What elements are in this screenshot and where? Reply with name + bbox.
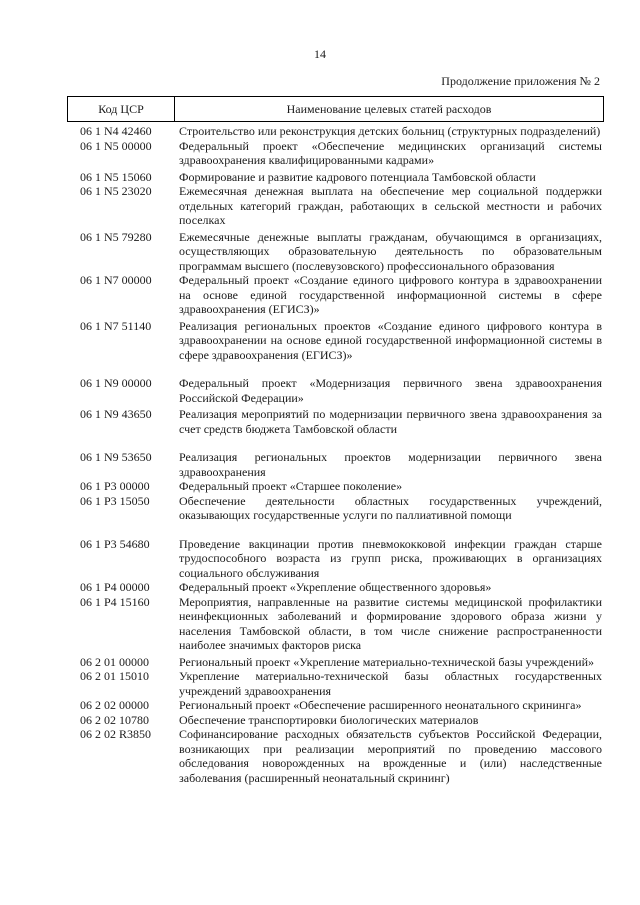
row-code: 06 1 P3 15050: [80, 493, 150, 508]
table-row: [67, 537, 604, 581]
row-name: Ежемесячные денежные выплаты гражданам, обучающимся в организациях, осуществляющих образовательную деятельность по образовательным программам высшего (послевузовского) профессионального образования: [179, 229, 602, 273]
table-row: [67, 713, 604, 728]
row-name: Федеральный проект «Обеспечение медицинских организаций системы здравоохранения квалифицированными кадрами»: [179, 138, 602, 167]
row-name: Софинансирование расходных обязательств субъектов Российской Федерации, возникающих при реализации мероприятий по проведению массового обследования новорожденных на врожденные и (или) наследственные заболевания (расширенный неонатальный скрининг): [179, 727, 602, 785]
table-row: [67, 139, 604, 168]
table-row: [67, 494, 604, 523]
table-row: [67, 230, 604, 274]
row-code: 06 1 N7 00000: [80, 273, 152, 287]
expense-items-table: [67, 96, 604, 785]
page-number: 14: [314, 47, 326, 61]
row-code: 06 1 N5 79280: [80, 229, 152, 244]
row-code: 06 1 N5 15060: [80, 169, 152, 184]
row-code: 06 1 N9 53650: [80, 450, 152, 464]
row-code: 06 1 N5 23020: [80, 184, 152, 198]
row-code: 06 1 N7 51140: [80, 318, 152, 333]
table-row: [67, 655, 604, 670]
table-row: [67, 595, 604, 653]
table-body: [67, 124, 604, 785]
table-row: [67, 450, 604, 479]
row-code: 06 1 N9 43650: [80, 407, 152, 421]
table-row: [67, 698, 604, 713]
table-header: [67, 96, 604, 122]
row-name: Региональный проект «Обеспечение расширенного неонатального скрининга»: [179, 698, 582, 712]
row-code: 06 1 P3 00000: [80, 479, 150, 493]
row-name: Реализация мероприятий по модернизации первичного звена здравоохранения за счет средств бюджета Тамбовской области: [179, 407, 602, 436]
header-name: Наименование целевых статей расходов: [286, 101, 492, 116]
table-row: [67, 184, 604, 228]
table-row: [67, 580, 604, 595]
row-name: Мероприятия, направленные на развитие системы медицинской профилактики неинфекционных заболеваний и формирование здорового образа жизни у населения Тамбовской области, в том числе снижение распространенности наиболее значимых факторов риска: [179, 594, 602, 652]
table-row: [67, 124, 604, 139]
row-name: Строительство или реконструкция детских больниц (структурных подразделений): [179, 124, 601, 138]
row-code: 06 1 N5 00000: [80, 138, 152, 153]
appendix-continuation-label: Продолжение приложения № 2: [441, 74, 600, 88]
row-code: 06 2 02 00000: [80, 698, 149, 712]
row-name: Федеральный проект «Создание единого цифрового контура в здравоохранении на основе единой государственной информационной системы в сфере здравоохранения (ЕГИСЗ)»: [179, 273, 602, 316]
row-code: 06 2 01 15010: [80, 669, 149, 683]
row-code: 06 2 02 R3850: [80, 727, 152, 741]
row-name: Региональный проект «Укрепление материально-технической базы учреждений»: [179, 654, 595, 669]
row-code: 06 1 P4 15160: [80, 594, 150, 609]
row-code: 06 1 N4 42460: [80, 124, 152, 138]
row-code: 06 1 P3 54680: [80, 536, 150, 551]
row-name: Формирование и развитие кадрового потенциала Тамбовской области: [179, 169, 536, 184]
row-name: Федеральный проект «Старшее поколение»: [179, 479, 403, 493]
table-row: [67, 273, 604, 317]
row-code: 06 1 P4 00000: [80, 580, 150, 594]
row-name: Обеспечение деятельности областных государственных учреждений, оказывающих государственные услуги по паллиативной помощи: [179, 493, 602, 522]
row-code: 06 1 N9 00000: [80, 376, 152, 390]
row-name: Обеспечение транспортировки биологических материалов: [179, 712, 479, 727]
row-name: Реализация региональных проектов «Создание единого цифрового контура в здравоохранении на основе единой государственной информационной системы в сфере здравоохранения (ЕГИСЗ)»: [179, 318, 602, 362]
row-name: Укрепление материально-технической базы областных государственных учреждений здравоохранения: [179, 669, 602, 698]
table-row: [67, 727, 604, 785]
table-row: [67, 407, 604, 436]
table-row: [67, 669, 604, 698]
row-name: Федеральный проект «Укрепление общественного здоровья»: [179, 580, 492, 594]
row-name: Проведение вакцинации против пневмококковой инфекции граждан старше трудоспособного возраста из групп риска, проживающих в организациях социального обслуживания: [179, 536, 602, 580]
row-code: 06 2 02 10780: [80, 712, 149, 727]
table-row: [67, 376, 604, 405]
row-name: Федеральный проект «Модернизация первичного звена здравоохранения Российской Федерации»: [179, 376, 602, 405]
header-code: Код ЦСР: [68, 97, 175, 121]
row-code: 06 2 01 00000: [80, 654, 149, 669]
row-name: Ежемесячная денежная выплата на обеспечение мер социальной поддержки отдельных категорий граждан, работающих в сельской местности и рабочих поселках: [179, 184, 602, 227]
table-row: [67, 479, 604, 494]
row-name: Реализация региональных проектов модернизации первичного звена здравоохранения: [179, 450, 602, 479]
table-row: [67, 319, 604, 363]
table-row: [67, 170, 604, 185]
